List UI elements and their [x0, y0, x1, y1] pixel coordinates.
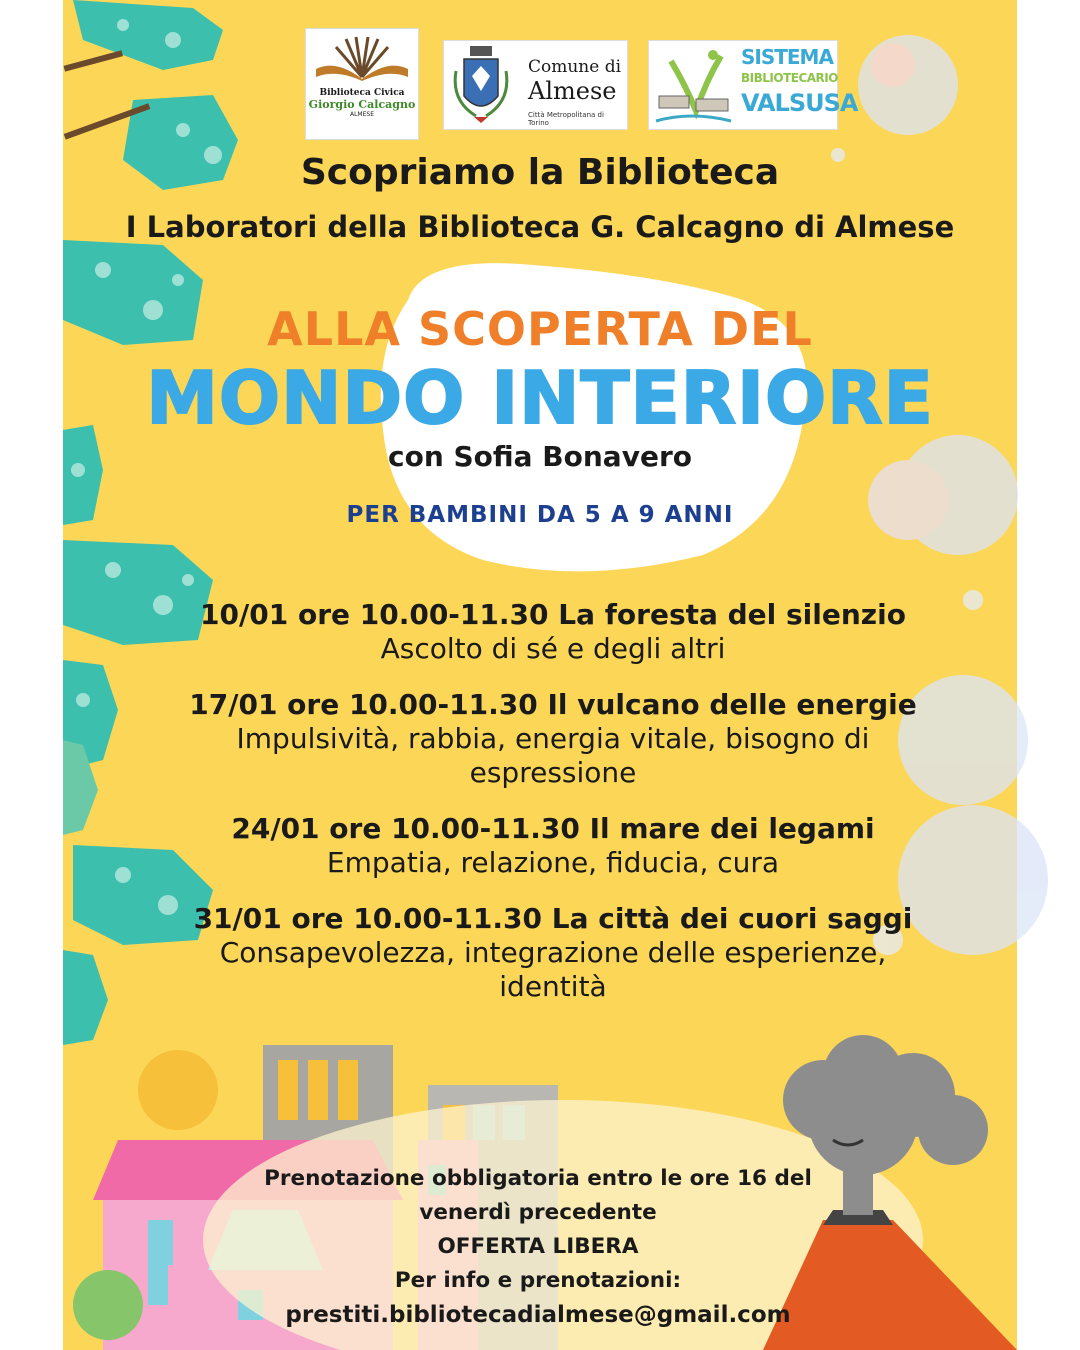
library-logo	[305, 28, 419, 140]
poster	[63, 0, 1017, 1350]
sistema-logo	[648, 40, 858, 130]
coat-of-arms-icon	[446, 41, 516, 129]
library-logo-line2: Giorgio Calcagno	[308, 98, 416, 111]
library-logo-line1: Biblioteca Civica	[319, 88, 405, 98]
list-item	[153, 812, 953, 880]
free-offer: OFFERTA LIBERA	[437, 1234, 639, 1259]
event-list	[153, 598, 953, 1026]
sistema-logo-line2: BIBLIOTECARIO	[741, 71, 838, 85]
sistema-logo-line1: SISTEMA	[741, 45, 833, 69]
info-label: Per info e prenotazioni:	[394, 1268, 682, 1293]
event-description: Ascolto di sé e degli altri	[380, 632, 726, 665]
event-title: 31/01 ore 10.00-11.30 La città dei cuori saggi	[193, 902, 913, 935]
comune-logo-line1: Comune di	[528, 57, 622, 77]
list-item	[153, 902, 953, 1004]
event-description: Impulsività, rabbia, energia vitale, bisogno di espressione	[236, 722, 870, 789]
contact-email-link[interactable]: prestiti.bibliotecadialmese@gmail.com	[285, 1302, 791, 1328]
booking-deadline-day: venerdì precedente	[419, 1200, 657, 1225]
list-item	[153, 688, 953, 790]
age-range: PER BAMBINI DA 5 A 9 ANNI	[346, 502, 734, 528]
books-logo-icon	[651, 41, 736, 129]
event-description: Empatia, relazione, fiducia, cura	[326, 846, 780, 879]
sistema-logo-line3: VALSUSA	[741, 89, 858, 117]
event-description: Consapevolezza, integrazione delle esperienze, identità	[219, 936, 887, 1003]
event-title: 17/01 ore 10.00-11.30 Il vulcano delle energie	[189, 688, 917, 721]
hero-presenter: con Sofia Bonavero	[387, 440, 692, 473]
library-logo-line3: ALMESE	[349, 111, 374, 118]
comune-logo-line3: Città Metropolitana di Torino	[528, 111, 604, 127]
comune-logo-line2: Almese	[528, 77, 617, 105]
event-title: 10/01 ore 10.00-11.30 La foresta del silenzio	[200, 598, 906, 631]
hero-line1: ALLA SCOPERTA DEL	[267, 302, 813, 356]
page-title: Scopriamo la Biblioteca	[300, 152, 780, 193]
open-book-icon	[306, 29, 418, 84]
booking-deadline: Prenotazione obbligatoria entro le ore 16 del	[264, 1166, 812, 1191]
list-item	[153, 598, 953, 666]
booking-info	[213, 1162, 863, 1332]
event-title: 24/01 ore 10.00-11.30 Il mare dei legami	[231, 812, 875, 845]
hero-line2: MONDO INTERIORE	[146, 356, 934, 440]
comune-logo	[443, 40, 628, 130]
sun-icon	[138, 1050, 218, 1130]
page-subtitle: I Laboratori della Biblioteca G. Calcagno di Almese	[125, 210, 955, 244]
